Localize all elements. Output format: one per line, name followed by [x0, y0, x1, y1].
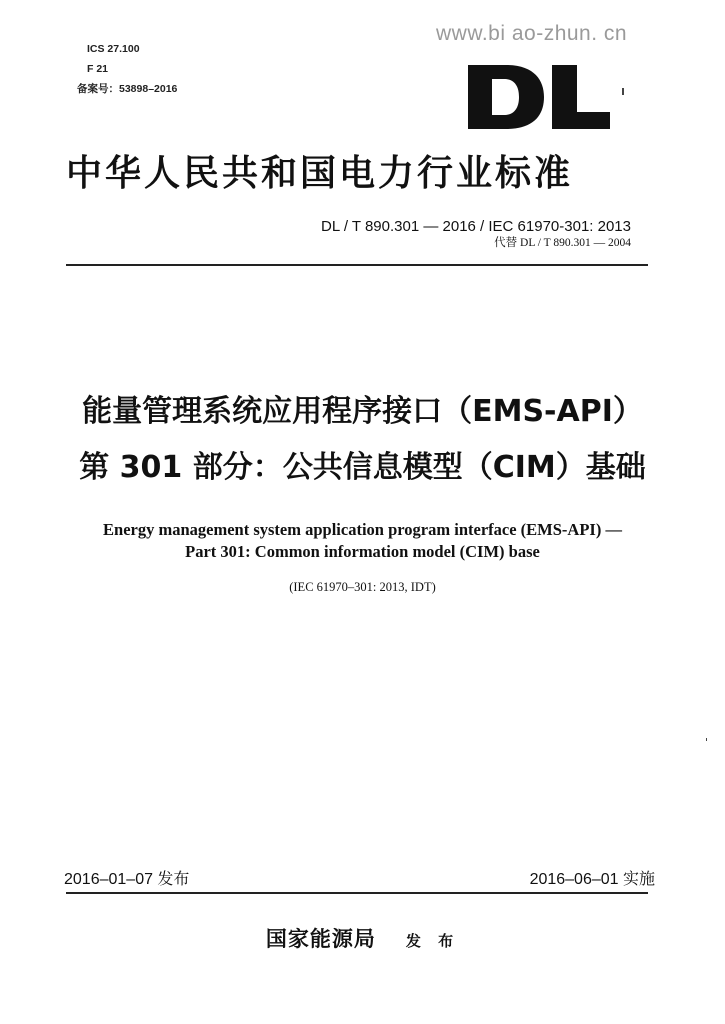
- scan-artifact: [706, 738, 707, 741]
- chinese-title-line-2: 第 301 部分：公共信息模型（CIM）基础: [79, 450, 646, 485]
- replaces-standard: 代替 DL / T 890.301 — 2004: [494, 237, 631, 249]
- english-title-line-2: Part 301: Common information model (CIM) base: [185, 542, 540, 561]
- record-number: 备案号：53898–2016: [77, 83, 178, 95]
- footer-divider: [66, 892, 648, 894]
- english-title-line-1: Energy management system application program interface (EMS-API) —: [103, 520, 622, 539]
- issuer-action: 发 布: [405, 932, 460, 950]
- standard-number: DL / T 890.301 — 2016 / IEC 61970-301: 2013: [321, 218, 631, 235]
- org-title: 中华人民共和国电力行业标准: [66, 153, 574, 194]
- chinese-title-line-1: 能量管理系统应用程序接口（EMS-API）: [82, 394, 643, 429]
- header-divider: [66, 264, 648, 266]
- equivalence-note: (IEC 61970–301: 2013, IDT): [289, 580, 436, 594]
- issuer: [0, 928, 725, 950]
- watermark-text: www.bi ao-zhun. cn: [436, 22, 628, 45]
- issuer-org: 国家能源局: [265, 926, 376, 951]
- implementation-date: 2016–06–01 实施: [529, 871, 655, 888]
- issue-date: 2016–01–07 发布: [64, 871, 190, 888]
- scan-artifact: [622, 88, 624, 95]
- dl-logo: [464, 62, 614, 132]
- ics-code: ICS 27.100: [87, 43, 140, 55]
- category-code: F 21: [87, 63, 109, 75]
